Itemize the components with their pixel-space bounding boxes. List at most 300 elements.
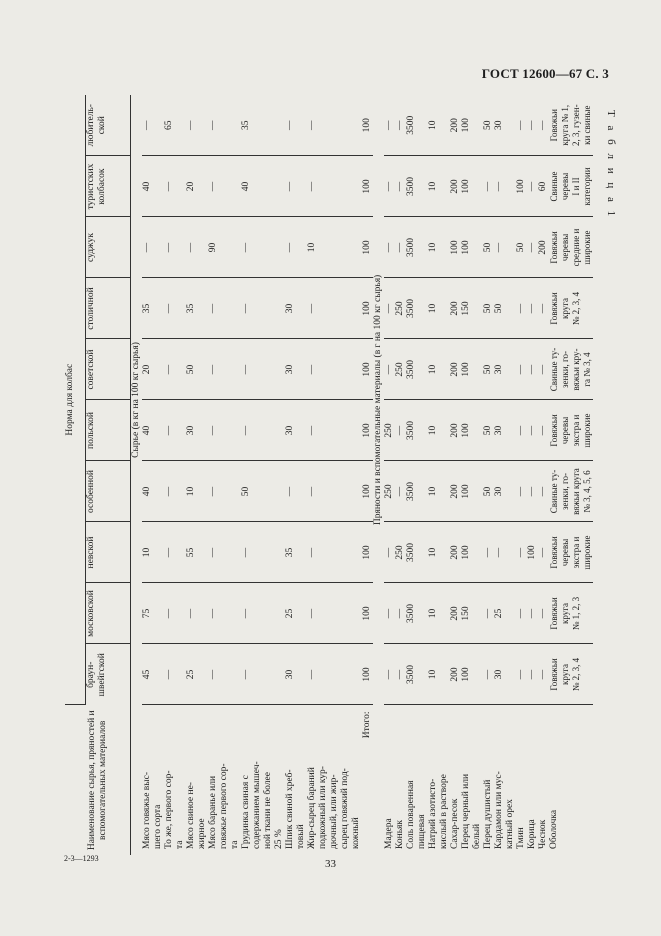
spice-value: 10	[428, 120, 438, 130]
raw-value: 40	[142, 486, 152, 497]
total-9: 100	[362, 95, 373, 156]
spacer	[219, 525, 230, 581]
spacer	[230, 525, 241, 581]
raw-value: 65	[164, 120, 174, 130]
spice-value	[417, 464, 428, 520]
casing-cell	[549, 403, 593, 459]
raw-value: 50	[186, 364, 196, 375]
spice-value: —	[395, 181, 405, 192]
casing-line: Свиные ту-	[549, 469, 559, 514]
casing-line: категории	[582, 167, 592, 206]
raw-value: —	[285, 242, 295, 253]
casing-line: Говяжьи	[549, 658, 559, 691]
spacer	[296, 220, 307, 276]
spice-value: 100	[461, 118, 471, 133]
spacer	[340, 342, 351, 398]
spice-value: —	[527, 303, 537, 314]
casing-line: средние и	[571, 228, 581, 267]
spice-value	[472, 159, 483, 215]
spice-names-cell	[384, 705, 593, 855]
spice-value: 200	[450, 362, 460, 377]
spice-value: 100	[461, 240, 471, 255]
spacer	[274, 647, 285, 703]
spacer	[263, 220, 274, 276]
spice-value: —	[516, 303, 526, 314]
spacer	[263, 647, 274, 703]
casing-line: Говяжьи	[549, 109, 559, 142]
spice-name: Тмин	[516, 827, 526, 849]
spacer	[153, 525, 164, 581]
casing-line: ки свиные	[582, 105, 592, 145]
spice-value: —	[516, 669, 526, 680]
spice-value: 50	[483, 242, 493, 253]
spice-value: —	[538, 364, 548, 375]
spice-value: —	[516, 608, 526, 619]
raw-material-name: содержанием мышеч-	[252, 761, 262, 849]
raw-value: —	[208, 181, 218, 192]
spice-value: —	[538, 608, 548, 619]
spacer	[153, 281, 164, 337]
raw-value: —	[142, 242, 152, 253]
raw-col-3	[142, 461, 362, 522]
casing-line: Свиные ту-	[549, 347, 559, 392]
spacer	[274, 586, 285, 642]
casing-line: I и II	[571, 177, 581, 196]
raw-value: 40	[142, 425, 152, 436]
spice-value	[439, 647, 450, 703]
raw-value: —	[164, 547, 174, 558]
spice-value: —	[527, 608, 537, 619]
casing-line: экстра и	[571, 536, 581, 569]
casing-cell	[549, 281, 582, 337]
spacer	[263, 342, 274, 398]
spacer	[230, 586, 241, 642]
spice-col-9	[384, 95, 593, 156]
spacer	[274, 525, 285, 581]
spacer	[252, 403, 263, 459]
spacer	[175, 464, 186, 520]
spice-value	[417, 525, 428, 581]
raw-material-name: Грудинка свиная с	[241, 775, 251, 849]
raw-value: 10	[186, 486, 196, 497]
spice-value: 30	[494, 425, 504, 436]
raw-value: 35	[142, 303, 152, 314]
column-header-sausage: советской	[86, 339, 131, 400]
raw-value: 20	[142, 364, 152, 375]
spice-col-3	[384, 461, 593, 522]
spice-name: катный орех	[505, 799, 515, 849]
raw-value: 30	[285, 364, 295, 375]
spice-value: —	[384, 547, 394, 558]
spice-col-5	[384, 339, 593, 400]
raw-value: —	[208, 608, 218, 619]
spacer	[318, 97, 329, 154]
spice-value: —	[527, 242, 537, 253]
spice-col-1	[384, 583, 593, 644]
spacer	[263, 586, 274, 642]
spacer	[263, 403, 274, 459]
spice-value: 100	[461, 667, 471, 682]
column-header-sausage: браун-швейгской	[86, 644, 131, 705]
spice-value: —	[395, 669, 405, 680]
spice-value: —	[494, 181, 504, 192]
spice-value	[505, 586, 516, 642]
spacer	[296, 586, 307, 642]
spice-value	[472, 586, 483, 642]
spice-value: 200	[450, 484, 460, 499]
column-header-sausage: любитель-ской	[86, 95, 131, 156]
spice-value: 100	[450, 240, 460, 255]
spice-value: 10	[428, 181, 438, 192]
casing-cell	[549, 342, 593, 398]
spacer	[263, 525, 274, 581]
spice-value: —	[527, 669, 537, 680]
raw-value: 30	[285, 303, 295, 314]
spice-value: 200	[450, 301, 460, 316]
raw-value: —	[142, 120, 152, 130]
casing-cell	[549, 647, 582, 703]
raw-value: —	[186, 242, 196, 253]
spacer	[274, 342, 285, 398]
casing-line: круга № 1,	[560, 104, 570, 146]
spice-name: Мадера	[384, 818, 394, 849]
raw-value: —	[208, 120, 218, 130]
casing-line: Говяжьи	[549, 414, 559, 447]
spacer	[219, 220, 230, 276]
casing-line: вяжьи круга	[571, 468, 581, 515]
column-header-sausage: польской	[86, 400, 131, 461]
spice-value: 30	[494, 364, 504, 375]
spice-value: 150	[461, 301, 471, 316]
casing-line: га № 3, 4	[582, 352, 592, 387]
spice-value	[417, 342, 428, 398]
raw-value: —	[285, 181, 295, 192]
casing-line: круга	[560, 298, 570, 319]
spacer	[153, 97, 164, 154]
spice-value: —	[384, 669, 394, 680]
raw-value: —	[307, 608, 317, 619]
spice-value	[472, 647, 483, 703]
spice-value: 10	[428, 425, 438, 436]
raw-value: —	[307, 547, 317, 558]
spice-value: 200	[450, 118, 460, 133]
column-header-sausage: туристских колбасок	[86, 156, 131, 217]
spacer	[329, 647, 340, 703]
spice-name: Кардамон или мус-	[494, 771, 504, 849]
raw-value: 45	[142, 669, 152, 680]
raw-col-2	[142, 522, 362, 583]
spice-name: Натрий азотисто-	[428, 778, 438, 849]
spice-value: 10	[428, 547, 438, 558]
spacer	[329, 342, 340, 398]
spice-value	[439, 464, 450, 520]
casing-line: круга	[560, 603, 570, 624]
spacer	[329, 220, 340, 276]
spacer	[329, 525, 340, 581]
column-header-sausage: невской	[86, 522, 131, 583]
spice-name: Сахар-песок	[450, 798, 460, 849]
spacer	[351, 159, 362, 215]
total-8: 100	[362, 156, 373, 217]
spice-name: Корица	[527, 819, 537, 849]
raw-value: —	[208, 669, 218, 680]
spacer	[274, 159, 285, 215]
spacer	[153, 647, 164, 703]
spice-value: —	[395, 608, 405, 619]
raw-material-name: ной ткани не более	[263, 772, 273, 849]
casing-cell	[549, 525, 593, 581]
spice-value: 10	[428, 364, 438, 375]
spacer	[296, 159, 307, 215]
raw-value: —	[241, 425, 251, 436]
spacer	[230, 97, 241, 154]
spice-value: —	[483, 547, 493, 558]
total-3: 100	[362, 461, 373, 522]
raw-col-9	[142, 95, 362, 156]
spice-value: —	[395, 486, 405, 497]
spice-value	[505, 403, 516, 459]
casing-line: Говяжьи	[549, 536, 559, 569]
casing-cell	[549, 159, 593, 215]
raw-col-5	[142, 339, 362, 400]
spacer	[153, 403, 164, 459]
spice-value: 3500	[406, 482, 416, 501]
spice-value: —	[395, 120, 405, 130]
spacer	[318, 586, 329, 642]
raw-col-7	[142, 217, 362, 278]
spice-value: 200	[450, 545, 460, 560]
spice-col-8	[384, 156, 593, 217]
spacer	[219, 97, 230, 154]
spacer	[340, 403, 351, 459]
spice-value	[472, 281, 483, 337]
raw-material-name: та	[175, 840, 185, 849]
raw-value: —	[307, 181, 317, 192]
spice-value: 150	[461, 606, 471, 621]
spice-value: 250	[395, 545, 405, 560]
total-2: 100	[362, 522, 373, 583]
column-header-norm: Норма для колбас	[65, 95, 86, 705]
casing-cell	[549, 220, 593, 276]
spacer	[175, 342, 186, 398]
spacer	[296, 464, 307, 520]
casing-line: № 2, 3, 4	[571, 291, 581, 326]
spice-name: Соль поваренная	[406, 780, 416, 849]
spice-value: 200	[450, 179, 460, 194]
total-0: 100	[362, 644, 373, 705]
section-spices: Пряности и вспомогательные материалы (в г на 100 кг сырья)	[373, 274, 383, 526]
raw-value: 10	[142, 547, 152, 558]
spacer	[274, 281, 285, 337]
spacer	[351, 647, 362, 703]
raw-value: —	[241, 547, 251, 558]
spacer	[340, 159, 351, 215]
raw-value: 25	[186, 669, 196, 680]
raw-material-name: говяжье первого сор-	[219, 763, 229, 849]
spice-value: 3500	[406, 421, 416, 440]
spacer	[318, 281, 329, 337]
print-code: 2-3—1293	[64, 854, 99, 863]
raw-value: 40	[241, 181, 251, 192]
spice-value: —	[538, 120, 548, 130]
raw-col-0	[142, 644, 362, 705]
total-6: 100	[362, 278, 373, 339]
spacer	[318, 159, 329, 215]
spacer	[340, 647, 351, 703]
raw-material-name: товый	[296, 824, 306, 849]
casing-line: Говяжьи	[549, 597, 559, 630]
spice-value	[439, 525, 450, 581]
raw-material-name: кожный	[351, 817, 361, 849]
casing-cell	[549, 464, 593, 520]
spice-name: кислый в растворе	[439, 774, 449, 849]
spice-value: 3500	[406, 604, 416, 623]
spice-col-4	[384, 400, 593, 461]
spice-value	[417, 647, 428, 703]
spacer	[340, 220, 351, 276]
spice-value	[505, 342, 516, 398]
spice-value: 10	[428, 303, 438, 314]
spice-value	[417, 97, 428, 154]
spacer	[263, 281, 274, 337]
spice-value: —	[483, 181, 493, 192]
spice-col-7	[384, 217, 593, 278]
spice-col-2	[384, 522, 593, 583]
spacer	[296, 403, 307, 459]
spice-name: пищевая	[417, 814, 427, 849]
spice-value: 200	[450, 667, 460, 682]
raw-material-name: подкожный или кур-	[318, 766, 328, 849]
spice-value: 50	[483, 120, 493, 130]
column-header-sausage: особенной	[86, 461, 131, 522]
casing-line: широкие	[582, 230, 592, 265]
raw-names-cell	[142, 705, 362, 855]
spacer	[252, 647, 263, 703]
spacer	[230, 403, 241, 459]
spice-value: 50	[483, 303, 493, 314]
spacer	[230, 159, 241, 215]
spice-value: —	[527, 364, 537, 375]
spacer	[219, 403, 230, 459]
raw-value: —	[208, 303, 218, 314]
spacer	[219, 159, 230, 215]
spacer	[329, 464, 340, 520]
spice-value	[439, 586, 450, 642]
spacer	[219, 281, 230, 337]
spacer	[274, 220, 285, 276]
spice-value	[505, 281, 516, 337]
casing-line: вяжьи кру-	[571, 348, 581, 391]
spacer	[318, 647, 329, 703]
raw-value: 90	[208, 242, 218, 253]
raw-value: 30	[285, 669, 295, 680]
spacer	[351, 342, 362, 398]
spice-value: 100	[461, 362, 471, 377]
raw-material-name: Мясо говяжье выс-	[142, 771, 152, 849]
spice-value: 100	[461, 484, 471, 499]
casing-line: черевы	[560, 172, 570, 201]
raw-value: —	[285, 120, 295, 130]
spacer	[296, 281, 307, 337]
spacer	[197, 159, 208, 215]
spacer	[219, 464, 230, 520]
spice-value: —	[384, 242, 394, 253]
spacer	[340, 464, 351, 520]
raw-value: —	[164, 425, 174, 436]
spice-value	[439, 220, 450, 276]
spice-value: —	[516, 547, 526, 558]
column-header-sausage: московской	[86, 583, 131, 644]
spice-value: 100	[461, 423, 471, 438]
spacer	[197, 464, 208, 520]
column-header-sausage: суджук	[86, 217, 131, 278]
spice-name: Чеснок	[538, 819, 548, 849]
spacer	[296, 525, 307, 581]
raw-value: —	[241, 303, 251, 314]
casing-line: Говяжьи	[549, 292, 559, 325]
raw-value: —	[241, 242, 251, 253]
spice-value: —	[527, 120, 537, 130]
spice-value: 3500	[406, 360, 416, 379]
spacer	[252, 159, 263, 215]
spice-value	[472, 464, 483, 520]
raw-value: 10	[307, 242, 317, 253]
spice-value: 10	[428, 608, 438, 619]
raw-material-name: Мясо бараньe или	[208, 775, 218, 849]
spacer	[175, 647, 186, 703]
spacer	[175, 281, 186, 337]
spice-col-0	[384, 644, 593, 705]
spice-value	[417, 403, 428, 459]
raw-value: —	[307, 425, 317, 436]
raw-value: —	[241, 608, 251, 619]
spice-value: 250	[384, 423, 394, 438]
spacer	[351, 403, 362, 459]
raw-value: —	[208, 486, 218, 497]
raw-col-1	[142, 583, 362, 644]
spacer	[252, 464, 263, 520]
spice-value: —	[395, 425, 405, 436]
casing-line: зенки, го-	[560, 350, 570, 389]
spacer	[197, 647, 208, 703]
spice-value: —	[516, 364, 526, 375]
spacer	[329, 403, 340, 459]
casing-line: круга	[560, 664, 570, 685]
spacer	[329, 586, 340, 642]
raw-material-name: жирное	[197, 818, 207, 849]
spice-value: 25	[494, 608, 504, 619]
spice-value	[472, 342, 483, 398]
spice-value	[417, 159, 428, 215]
spacer	[197, 281, 208, 337]
casing-line: Говяжьи	[549, 231, 559, 264]
spice-value: 30	[494, 120, 504, 130]
spice-value: 250	[384, 484, 394, 499]
spice-value: 250	[395, 362, 405, 377]
raw-col-8	[142, 156, 362, 217]
spacer	[318, 464, 329, 520]
spice-value: —	[538, 425, 548, 436]
spacer	[197, 97, 208, 154]
spice-value: —	[516, 120, 526, 130]
spice-value: —	[527, 486, 537, 497]
spice-value: —	[527, 181, 537, 192]
spacer	[230, 464, 241, 520]
total-label: Итого:	[362, 711, 372, 739]
spacer	[197, 586, 208, 642]
spacer	[351, 220, 362, 276]
spacer	[340, 525, 351, 581]
